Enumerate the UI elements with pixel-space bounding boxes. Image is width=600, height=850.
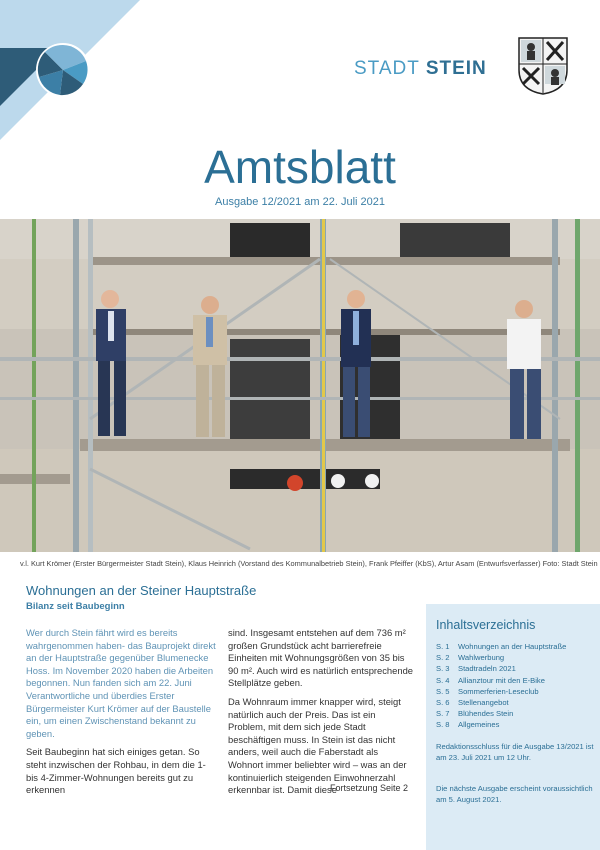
coat-of-arms-icon bbox=[517, 36, 569, 96]
article-headline: Wohnungen an der Steiner Hauptstraße bbox=[26, 583, 257, 598]
toc-item[interactable] bbox=[436, 708, 596, 719]
corner-graphic bbox=[0, 0, 140, 140]
article-paragraph: sind. Insgesamt entstehen auf dem 736 m² großen Grundstück acht barrierefreie Einheiten mit Wohnungsgrößen von 35 bis 90 m². Auch wird es natürlich entsprechende Stellplätze geben. bbox=[228, 627, 413, 689]
photo-caption: v.l. Kurt Krömer (Erster Bürgermeister Stadt Stein), Klaus Heinrich (Vorstand des Kommunalbetrieb Stein), Frank Pfeiffer (KbS), Artur Asam (Entwurfsverfasser) Foto: Stadt Stein bbox=[20, 559, 598, 568]
toc-label: Blühendes Stein bbox=[458, 709, 514, 719]
table-of-contents bbox=[426, 604, 600, 850]
toc-label: Wohnungen an der Hauptstraße bbox=[458, 642, 567, 651]
cover-photo bbox=[0, 219, 600, 552]
article-lead: Wer durch Stein fährt wird es bereits wahrgenommen haben- das Bauprojekt direkt an der Hauptstraße gegenüber Blumenecke Hoss. Im November 2020 haben die Arbeiten begonnen. Nun fanden sich am 22. Juni Verantwortliche und überdies Erster Bürgermeister Kurt Krömer auf der Baustelle ein, um einen Zwischenstand bekannt zu geben. bbox=[26, 627, 216, 739]
toc-label: Sommerferien-Leseclub bbox=[458, 686, 539, 696]
issue-date: Ausgabe 12/2021 am 22. Juli 2021 bbox=[214, 196, 386, 208]
toc-label: Allianztour mit den E-Bike bbox=[458, 675, 545, 685]
toc-page: S. 8 bbox=[436, 720, 450, 730]
toc-page: S. 5 bbox=[436, 686, 450, 696]
article-column-2 bbox=[228, 627, 413, 803]
toc-page: S. 6 bbox=[436, 698, 450, 708]
toc-label: Stadtradeln 2021 bbox=[458, 664, 516, 674]
toc-page: S. 2 bbox=[436, 653, 450, 663]
toc-item[interactable] bbox=[436, 686, 596, 697]
toc-item[interactable] bbox=[436, 675, 596, 686]
page-title: Amtsblatt bbox=[204, 141, 396, 193]
city-brand bbox=[354, 58, 487, 80]
toc-title: Inhaltsverzeichnis bbox=[436, 618, 536, 632]
toc-item[interactable] bbox=[436, 719, 596, 730]
brand-bold-text: STEIN bbox=[425, 58, 487, 79]
next-issue-note: Die nächste Ausgabe erscheint voraussichtlich am 5. August 2021. bbox=[436, 784, 593, 804]
toc-item[interactable] bbox=[436, 663, 596, 674]
toc-label: Stellenangebot bbox=[458, 698, 509, 708]
article-paragraph: Da Wohnraum immer knapper wird, steigt natürlich auch der Preis. Das ist ein Problem, mit dem sich jede Stadt beschäftigen muss. In Stein ist das nicht anders, weil auch die Faberstadt als Wohnort immer beliebter wird – was an der kontinuierlich steigenden Einwohnerzahl erkennbar ist. Damit diese bbox=[228, 695, 407, 796]
toc-item[interactable] bbox=[436, 697, 596, 708]
toc-page: S. 3 bbox=[436, 664, 450, 674]
toc-page: S. 1 bbox=[436, 642, 450, 651]
article-paragraph: Seit Baubeginn hat sich einiges getan. So steht inzwischen der Rohbau, in dem die 1- bis 4-Zimmer-Wohnungen bereits gut zu erkennen bbox=[26, 746, 206, 796]
article-column-1 bbox=[26, 627, 216, 803]
deadline-note: Redaktionsschluss für die Ausgabe 13/2021 ist am 23. Juli 2021 um 12 Uhr. bbox=[436, 742, 594, 762]
toc-item[interactable] bbox=[436, 652, 596, 663]
toc-label: Wahlwerbung bbox=[458, 653, 505, 663]
toc-page: S. 7 bbox=[436, 709, 450, 719]
toc-list bbox=[436, 641, 596, 731]
toc-page: S. 4 bbox=[436, 675, 450, 685]
toc-label: Allgemeines bbox=[458, 720, 500, 730]
toc-item[interactable] bbox=[436, 641, 596, 652]
article-subhead: Bilanz seit Baubeginn bbox=[26, 601, 125, 612]
continued-link[interactable]: Fortsetzung Seite 2 bbox=[330, 783, 409, 793]
city-logo-icon bbox=[36, 43, 90, 97]
brand-light-text: STADT bbox=[354, 58, 420, 79]
